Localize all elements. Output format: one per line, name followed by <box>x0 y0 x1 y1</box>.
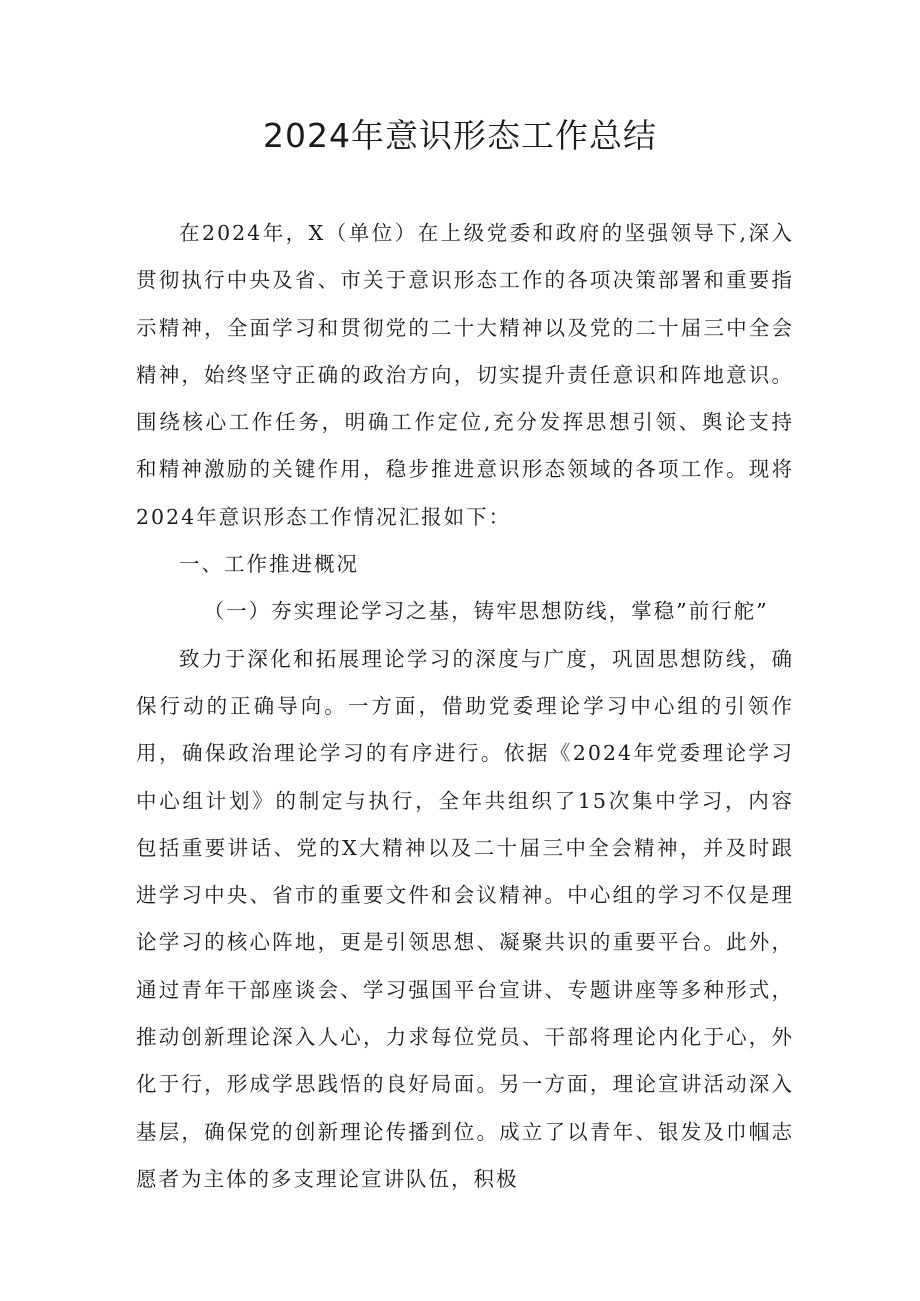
body-paragraph: 致力于深化和拓展理论学习的深度与广度，巩固思想防线，确保行动的正确导向。一方面，借助党委理论学习中心组的引领作用，确保政治理论学习的有序进行。依据《2024年党委理论学习中心组计划》的制定与执行，全年共组织了15次集中学习，内容包括重要讲话、党的X大精神以及二十届三中全会精神，并及时跟进学习中央、省市的重要文件和会议精神。中心组的学习不仅是理论学习的核心阵地，更是引领思想、凝聚共识的重要平台。此外，通过青年干部座谈会、学习强国平台宣讲、专题讲座等多种形式，推动创新理论深入人心，力求每位党员、干部将理论内化于心，外化于行，形成学思践悟的良好局面。另一方面，理论宣讲活动深入基层，确保党的创新理论传播到位。成立了以青年、银发及巾帼志愿者为主体的多支理论宣讲队伍，积极 <box>136 646 794 1191</box>
document-body <box>136 210 794 1203</box>
document-title: 2024年意识形态工作总结 <box>263 116 657 155</box>
subsection-heading: （一）夯实理论学习之基，铸牢思想防线，掌稳”前行舵” <box>203 599 769 624</box>
section-heading: 一、工作推进概况 <box>179 552 360 577</box>
intro-paragraph: 在2024年，X（单位）在上级党委和政府的坚强领导下,深入贯彻执行中央及省、市关于意识形态工作的各项决策部署和重要指示精神，全面学习和贯彻党的二十大精神以及党的二十届三中全会精神，始终坚守正确的政治方向，切实提升责任意识和阵地意识。围绕核心工作任务，明确工作定位,充分发挥思想引领、舆论支持和精神激励的关键作用，稳步推进意识形态领域的各项工作。现将2024年意识形态工作情况汇报如下： <box>136 221 794 529</box>
